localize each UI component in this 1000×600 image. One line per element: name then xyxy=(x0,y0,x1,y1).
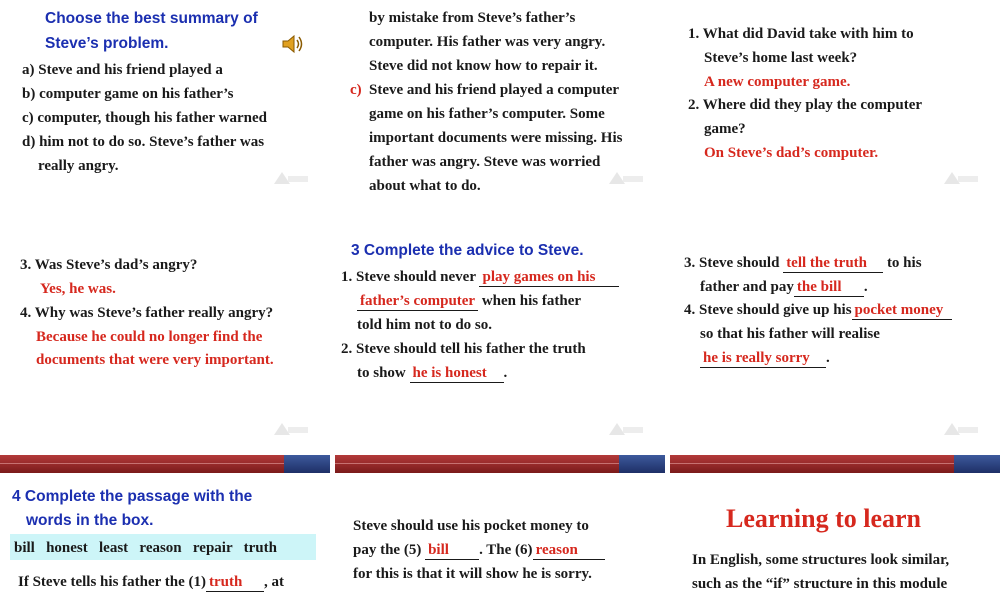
advice-line xyxy=(684,302,952,320)
passage-line xyxy=(18,574,284,592)
summary-title-line1: Choose the best summary of xyxy=(45,10,258,27)
advice-line xyxy=(684,255,922,273)
advice-line xyxy=(357,365,507,383)
advice-text: told him not to do so. xyxy=(357,317,493,333)
watermark-logo xyxy=(270,417,312,435)
answer-blank[interactable]: reason xyxy=(533,542,605,560)
advice-text: 3. Steve should xyxy=(684,255,780,271)
advice-text: when his father xyxy=(478,293,582,309)
answer-2: On Steve’s dad’s computer. xyxy=(704,145,879,161)
watermark-logo xyxy=(605,166,647,188)
advice-line xyxy=(357,293,581,311)
watermark-logo xyxy=(940,417,982,435)
slide-summary xyxy=(0,0,330,198)
question-3: 3. Was Steve’s dad’s angry? xyxy=(20,257,198,273)
advice-line xyxy=(341,269,619,287)
passage-title-line2: words in the box. xyxy=(26,512,154,529)
answer-4-cont: documents that were very important. xyxy=(36,352,274,368)
option-d[interactable]: d) him not to do so. Steve’s father was xyxy=(22,134,265,150)
slide-advice-1 xyxy=(335,237,665,435)
option-text: about what to do. xyxy=(369,178,481,194)
advice-text: 2. Steve should tell his father the truth xyxy=(341,341,586,357)
watermark-logo xyxy=(940,166,982,188)
answer-blank[interactable]: play games on his xyxy=(479,269,619,287)
slide-options-cont xyxy=(335,0,665,198)
slide-passage-1 xyxy=(0,478,330,600)
option-d-cont: really angry. xyxy=(38,158,119,174)
watermark-logo xyxy=(270,166,312,188)
question-2-cont: game? xyxy=(704,121,746,137)
answer-3: Yes, he was. xyxy=(40,281,116,297)
answer-blank[interactable]: truth xyxy=(206,574,264,592)
slide-advice-2 xyxy=(670,237,1000,435)
passage-text: . The (6) xyxy=(479,542,533,558)
option-text: Steve did not know how to repair it. xyxy=(369,58,598,74)
answer-blank[interactable]: he is really sorry xyxy=(700,350,826,368)
correct-mark: c) xyxy=(350,82,362,98)
slide-learning xyxy=(670,478,1000,600)
passage-text: Steve should use his pocket money to xyxy=(353,518,589,534)
option-a[interactable]: a) Steve and his friend played a xyxy=(22,62,223,78)
slide-questions-1 xyxy=(670,0,1000,198)
slide-footer-bar xyxy=(670,455,1000,473)
advice-text: 1. Steve should never xyxy=(341,269,476,285)
word-box-text: bill honest least reason repair truth xyxy=(14,540,277,556)
answer-blank[interactable]: father’s computer xyxy=(357,293,478,311)
speaker-icon[interactable] xyxy=(280,32,304,56)
answer-blank[interactable]: the bill xyxy=(794,279,864,297)
passage-text: , at xyxy=(264,574,285,590)
answer-4: Because he could no longer find the xyxy=(36,329,263,345)
advice-text: 4. Steve should give up his xyxy=(684,302,852,318)
answer-blank[interactable]: pocket money xyxy=(852,302,952,320)
passage-title-line1: 4 Complete the passage with the xyxy=(12,488,253,505)
answer-1: A new computer game. xyxy=(704,74,851,90)
watermark-logo xyxy=(605,417,647,435)
question-2: 2. Where did they play the computer xyxy=(688,97,923,113)
option-b[interactable]: b) computer game on his father’s xyxy=(22,86,234,102)
advice-text: father and pay xyxy=(700,279,794,295)
learning-text: In English, some structures look similar, xyxy=(692,552,950,568)
option-c-text[interactable]: Steve and his friend played a computer xyxy=(369,82,620,98)
advice-text: . xyxy=(863,279,868,295)
passage-line xyxy=(353,542,605,560)
passage-text: pay the (5) xyxy=(353,542,426,558)
passage-text: If Steve tells his father the (1) xyxy=(18,574,207,590)
slide-footer-bar xyxy=(0,455,330,473)
summary-title-line2: Steve’s problem. xyxy=(45,35,169,52)
advice-title: 3 Complete the advice to Steve. xyxy=(351,242,584,259)
advice-line xyxy=(700,279,868,297)
slide-passage-2 xyxy=(335,478,665,600)
answer-blank[interactable]: he is honest xyxy=(410,365,504,383)
question-4: 4. Why was Steve’s father really angry? xyxy=(20,305,274,321)
option-text: computer. His father was very angry. xyxy=(369,34,606,50)
answer-blank[interactable]: tell the truth xyxy=(783,255,883,273)
option-text: important documents were missing. His xyxy=(369,130,623,146)
option-text: game on his father’s computer. Some xyxy=(369,106,605,122)
learning-text: such as the “if” structure in this module xyxy=(692,576,948,592)
option-text: father was angry. Steve was worried xyxy=(369,154,601,170)
option-c[interactable]: c) computer, though his father warned xyxy=(22,110,268,126)
slide-footer-bar xyxy=(335,455,665,473)
advice-text: to his xyxy=(883,255,922,271)
slide-questions-2 xyxy=(0,237,330,435)
question-1: 1. What did David take with him to xyxy=(688,26,914,42)
advice-text: . xyxy=(503,365,508,381)
advice-line xyxy=(700,350,830,368)
advice-text: so that his father will realise xyxy=(700,326,880,342)
option-text: by mistake from Steve’s father’s xyxy=(369,10,576,26)
question-1-cont: Steve’s home last week? xyxy=(704,50,858,66)
advice-text: . xyxy=(826,350,830,366)
answer-blank[interactable]: bill xyxy=(425,542,479,560)
advice-text: to show xyxy=(357,365,406,381)
learning-title: Learning to learn xyxy=(726,504,921,533)
passage-text: for this is that it will show he is sorry. xyxy=(353,566,592,582)
